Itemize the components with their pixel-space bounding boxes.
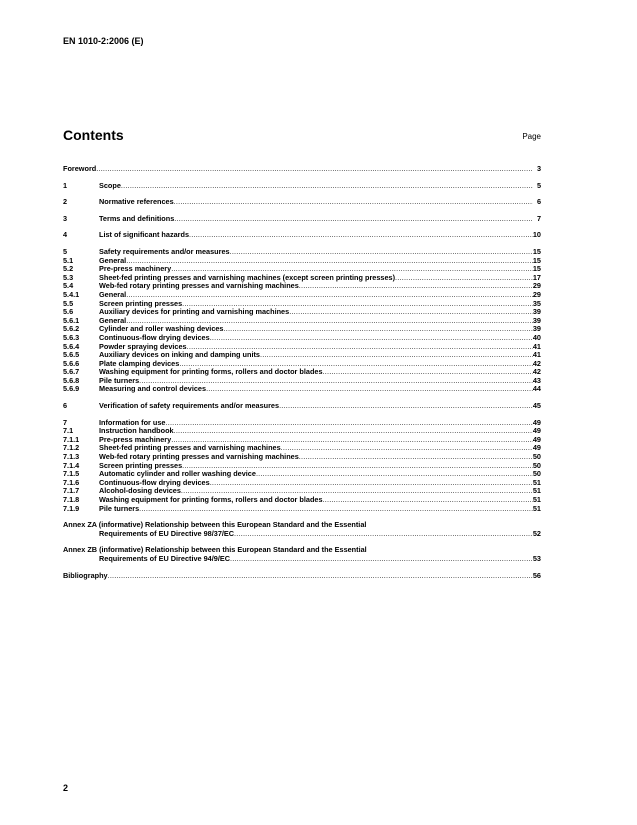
dot-leader: [234, 530, 533, 539]
dot-leader: [230, 248, 533, 257]
toc-entry-number: 1: [63, 180, 68, 190]
toc-entry-number: 5.6.5: [63, 350, 80, 360]
toc-entry[interactable]: [63, 300, 541, 309]
toc-entry[interactable]: [63, 182, 541, 191]
toc-entry[interactable]: [63, 274, 541, 283]
toc-entry-title: Alcohol-dosing devices: [99, 487, 181, 496]
toc-entry-number: 5.6.3: [63, 332, 80, 342]
toc-entry-title: Washing equipment for printing forms, rollers and doctor blades: [99, 496, 323, 504]
toc-entry[interactable]: [63, 368, 541, 377]
dot-leader: [281, 444, 533, 453]
toc-entry-title: Auxiliary devices on inking and damping units: [99, 351, 260, 360]
toc-entry[interactable]: [63, 385, 541, 394]
toc-entry-number: 5.6.8: [63, 375, 80, 385]
toc-annex-entry[interactable]: [63, 521, 541, 538]
toc-entry-page: 40: [532, 332, 541, 342]
dot-leader: [299, 453, 533, 462]
dot-leader: [108, 572, 533, 581]
toc-entry[interactable]: [63, 487, 541, 496]
annex-title-continued: Requirements of EU Directive 94/9/EC: [99, 553, 230, 563]
toc-entry-number: 7: [63, 417, 68, 427]
toc-entry[interactable]: [63, 505, 541, 514]
dot-leader: [210, 334, 533, 343]
toc-entry-title: Plate clamping devices: [99, 359, 180, 368]
dot-leader: [260, 351, 533, 360]
toc-annex-entry[interactable]: [63, 546, 541, 563]
toc-entry-title: Continuous-flow drying devices: [99, 333, 210, 342]
toc-entry-page: 51: [532, 486, 541, 496]
dot-leader: [299, 282, 533, 291]
toc-entry-page: 39: [532, 307, 541, 317]
dot-leader: [206, 385, 533, 394]
dot-leader: [139, 505, 533, 514]
toc-entry-page: 43: [532, 375, 541, 385]
dot-leader: [171, 436, 533, 445]
toc-entry-title: Washing equipment for printing forms, rollers and doctor blades: [99, 368, 323, 377]
toc-entry[interactable]: [63, 377, 541, 386]
dot-leader: [210, 479, 533, 488]
toc-entry-number: 5.1: [63, 255, 74, 265]
toc-entry-page: 39: [532, 315, 541, 325]
toc-entry-title: Web-fed rotary printing presses and varnishing machines: [99, 282, 299, 291]
toc-entry-page: 29: [532, 289, 541, 299]
toc-entry-page: 29: [532, 281, 541, 291]
toc-entry-page: 49: [532, 417, 541, 427]
toc-entry-number: 7.1.8: [63, 495, 80, 504]
toc-entry-title: Powder spraying devices: [99, 342, 187, 351]
dot-leader: [179, 360, 533, 369]
toc-entry-title: Normative references: [99, 198, 174, 207]
dot-leader: [139, 377, 533, 386]
toc-entry-number: 5.6.7: [63, 367, 80, 377]
toc-entry[interactable]: [63, 231, 541, 240]
toc-entry[interactable]: [63, 343, 541, 352]
toc-entry-page: 15: [532, 246, 541, 256]
toc-entry-number: 5.6.9: [63, 384, 80, 394]
toc-entry-number: 5.6.1: [63, 315, 80, 325]
toc-entry-number: 4: [63, 230, 68, 240]
toc-entry[interactable]: [63, 265, 541, 274]
page-number: 2: [63, 783, 69, 793]
dot-leader: [189, 231, 533, 240]
toc-entry-title: General: [99, 256, 127, 265]
toc-entry-page: 49: [532, 434, 541, 444]
toc-entry[interactable]: [63, 165, 541, 174]
dot-leader: [121, 182, 533, 191]
toc-entry[interactable]: [63, 257, 541, 266]
toc-entry-number: 6: [63, 401, 68, 411]
toc-entry-page: 50: [532, 460, 541, 470]
toc-entry[interactable]: [63, 360, 541, 369]
dot-leader: [323, 496, 533, 505]
toc-entry[interactable]: [63, 198, 541, 207]
toc-entry-page: 3: [536, 164, 541, 173]
toc-entry-number: 5.6.6: [63, 358, 80, 368]
dot-leader: [187, 343, 533, 352]
toc-entry[interactable]: [63, 453, 541, 462]
toc-entry-page: 7: [536, 213, 541, 223]
toc-entry-title: Automatic cylinder and roller washing device: [99, 470, 256, 479]
dot-leader: [289, 308, 533, 317]
toc-entry-title: Terms and definitions: [99, 214, 175, 223]
toc-entry-number: 5.6: [63, 307, 74, 317]
toc-entry[interactable]: [63, 427, 541, 436]
toc-entry-title: Bibliography: [63, 571, 108, 580]
dot-leader: [224, 325, 533, 334]
annex-page: 52: [532, 528, 541, 538]
dot-leader: [279, 402, 533, 411]
annex-title: Annex ZA (informative) Relationship between this European Standard and the Essential: [63, 520, 367, 530]
toc-entry-title: Foreword: [63, 165, 97, 173]
toc-entry-page: 56: [532, 570, 541, 580]
dot-leader: [256, 470, 533, 479]
dot-leader: [171, 265, 533, 274]
dot-leader: [174, 215, 533, 224]
toc-entry-number: 7.1.3: [63, 452, 80, 462]
dot-leader: [181, 487, 533, 496]
toc-entry-number: 3: [63, 213, 68, 223]
toc-entry-page: 17: [532, 272, 541, 282]
annex-title-continued: Requirements of EU Directive 98/37/EC: [99, 528, 235, 538]
toc-entry-page: 51: [532, 495, 541, 504]
toc-entry[interactable]: [63, 317, 541, 326]
toc-entry-page: 45: [532, 401, 541, 411]
dot-leader: [182, 300, 533, 309]
toc-entry-number: 7.1.9: [63, 503, 80, 513]
toc-entry-number: 2: [63, 197, 68, 207]
toc-entry-title: General: [99, 316, 127, 325]
toc-entry-page: 5: [536, 180, 541, 190]
toc-entry-title: Scope: [99, 181, 121, 190]
toc-entry-number: 5.3: [63, 272, 74, 282]
toc-entry-title: Pile turners: [99, 376, 140, 385]
dot-leader: [323, 368, 533, 377]
toc-entry-page: 42: [532, 358, 541, 368]
toc-entry-number: 5.6.2: [63, 324, 80, 334]
toc-entry-number: 5.2: [63, 264, 74, 274]
dot-leader: [126, 317, 533, 326]
dot-leader: [165, 419, 532, 428]
toc-entry[interactable]: [63, 496, 541, 505]
toc-bibliography-entry[interactable]: [63, 572, 541, 581]
dot-leader: [182, 462, 533, 471]
toc-entry-number: 7.1.4: [63, 460, 80, 470]
toc-entry-page: 35: [532, 298, 541, 308]
dot-leader: [126, 257, 533, 266]
toc-entry-title: Web-fed rotary printing presses and varnishing machines: [99, 453, 299, 462]
toc-entry-page: 41: [532, 350, 541, 360]
toc-entry-page: 10: [532, 230, 541, 240]
toc-entry-title: Screen printing presses: [99, 299, 183, 308]
toc-entry-number: 7.1.5: [63, 469, 80, 479]
toc-entry[interactable]: [63, 419, 541, 428]
toc-entry-page: 39: [532, 324, 541, 334]
toc-entry-title: Verification of safety requirements and/or measures: [99, 402, 280, 411]
toc-entry[interactable]: [63, 291, 541, 300]
toc-entry[interactable]: [63, 436, 541, 445]
toc-entry[interactable]: [63, 282, 541, 291]
toc-entry[interactable]: [63, 444, 541, 453]
annex-page: 53: [532, 553, 541, 563]
toc-entry-title: General: [99, 290, 127, 299]
toc-entry-title: Continuous-flow drying devices: [99, 478, 210, 487]
page-column-label: Page: [522, 132, 541, 141]
toc-entry-number: 7.1.7: [63, 486, 80, 496]
toc-entry-page: 49: [532, 443, 541, 453]
contents-heading: Contents: [63, 127, 124, 143]
toc-entry[interactable]: [63, 248, 541, 257]
toc-entry[interactable]: [63, 470, 541, 479]
toc-entry-page: 50: [532, 469, 541, 479]
toc-entry-page: 50: [532, 452, 541, 462]
toc-entry-title: Sheet-fed printing presses and varnishing machines (except screen printing presses): [99, 273, 396, 282]
toc-entry-number: 5: [63, 246, 68, 256]
toc-entry-page: 41: [532, 341, 541, 351]
toc-entry-number: 7.1: [63, 426, 74, 436]
toc-entry-number: 7.1.2: [63, 443, 80, 453]
toc-entry-title: Sheet-fed printing presses and varnishing machines: [99, 444, 281, 453]
toc-entry-title: Safety requirements and/or measures: [99, 247, 230, 256]
toc-entry[interactable]: [63, 479, 541, 488]
toc-entry-number: 5.6.4: [63, 341, 80, 351]
annex-title: Annex ZB (informative) Relationship between this European Standard and the Essential: [63, 545, 367, 555]
toc-entry[interactable]: [63, 215, 541, 224]
toc-entry-title: Auxiliary devices for printing and varnishing machines: [99, 308, 290, 317]
toc-entry-title: Pre-press machinery: [99, 435, 172, 444]
toc-entry-page: 51: [532, 503, 541, 513]
toc-entry[interactable]: [63, 334, 541, 343]
dot-leader: [395, 274, 533, 283]
toc-entry-title: List of significant hazards: [99, 231, 190, 240]
toc-entry-number: 7.1.1: [63, 434, 80, 444]
toc-entry-title: Information for use: [99, 418, 166, 427]
toc-entry-page: 51: [532, 477, 541, 487]
toc-entry-title: Pre-press machinery: [99, 265, 172, 274]
toc-entry-page: 49: [532, 426, 541, 436]
toc-entry-page: 15: [532, 255, 541, 265]
toc-entry[interactable]: [63, 308, 541, 317]
dot-leader: [126, 291, 533, 300]
dot-leader: [174, 198, 533, 207]
dot-leader: [230, 555, 533, 564]
toc-entry-page: 44: [532, 384, 541, 394]
toc-entry-title: Measuring and control devices: [99, 385, 207, 394]
toc-entry-page: 6: [536, 197, 541, 207]
toc-entry-number: 5.4.1: [63, 289, 80, 299]
toc-entry-page: 15: [532, 264, 541, 274]
toc-entry[interactable]: [63, 462, 541, 471]
table-of-contents: [63, 165, 541, 580]
toc-entry[interactable]: [63, 402, 541, 411]
toc-entry-page: 42: [532, 367, 541, 377]
toc-entry-number: 5.4: [63, 281, 74, 291]
document-id: EN 1010-2:2006 (E): [63, 36, 144, 46]
dot-leader: [96, 165, 533, 174]
toc-entry-title: Pile turners: [99, 504, 140, 513]
toc-entry[interactable]: [63, 325, 541, 334]
toc-entry-title: Instruction handbook: [99, 427, 174, 436]
toc-entry-title: Screen printing presses: [99, 461, 183, 470]
toc-entry-title: Cylinder and roller washing devices: [99, 325, 224, 334]
toc-entry-number: 7.1.6: [63, 477, 80, 487]
toc-entry[interactable]: [63, 351, 541, 360]
toc-entry-number: 5.5: [63, 298, 74, 308]
dot-leader: [174, 427, 533, 436]
